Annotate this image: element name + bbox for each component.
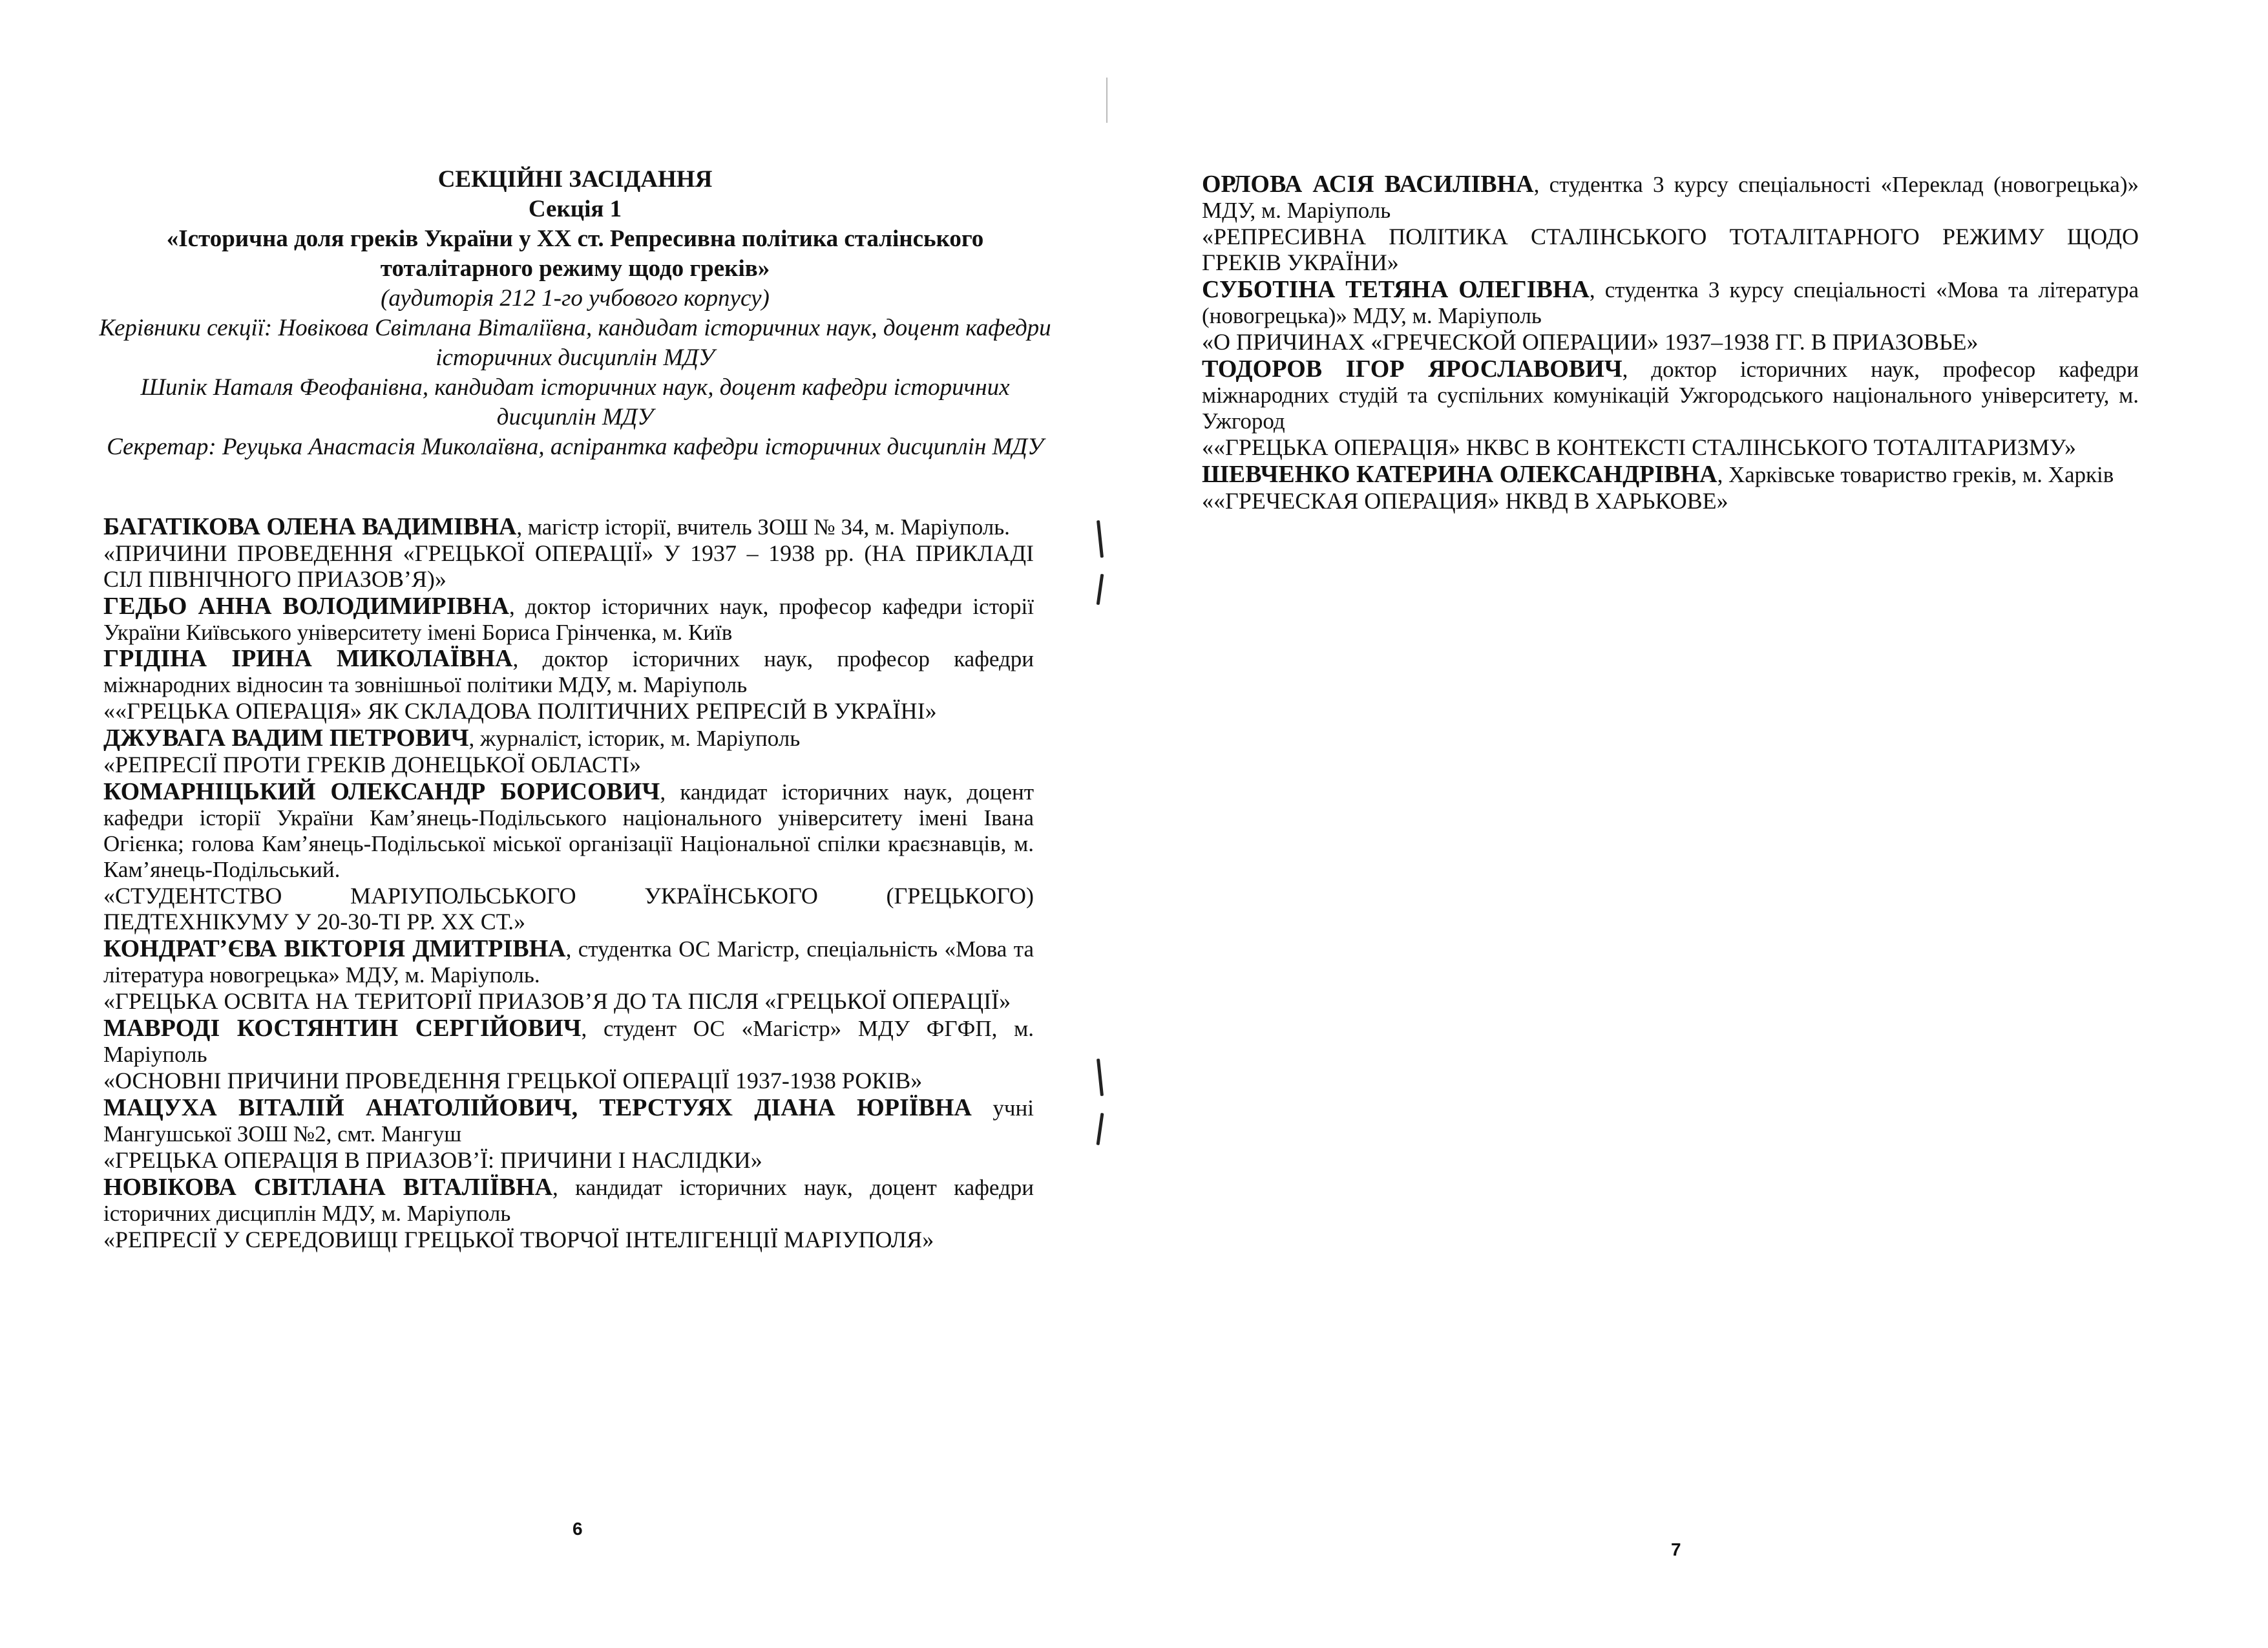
section-number: Секція 1: [528, 196, 622, 222]
speaker-info: , доктор історичних наук, професор кафедри історії України Київського університету імені Бориса Грінченка, м. Київ: [103, 594, 1034, 645]
speaker-entry: [103, 593, 1034, 646]
talk-title: «О ПРИЧИНАХ «ГРЕЧЕСКОЙ ОПЕРАЦИИ» 1937–1938 ГГ. В ПРИАЗОВЬЕ»: [1202, 329, 1979, 355]
talk-title: ««ГРЕЧЕСКАЯ ОПЕРАЦИЯ» НКВД В ХАРЬКОВЕ»: [1202, 488, 1728, 514]
binding-fold-line: [1106, 78, 1108, 123]
speaker-entry: [103, 936, 1034, 1014]
speaker-entry: [103, 779, 1034, 935]
speaker-name: ГЕДЬО АННА ВОЛОДИМИРІВНА: [103, 593, 509, 620]
binding-mark: [1097, 1059, 1104, 1096]
speaker-entry: [103, 725, 1034, 777]
speaker-info: , журналіст, історик, м. Маріуполь: [468, 726, 801, 751]
speaker-entry: [1202, 461, 2139, 514]
binding-mark: [1097, 520, 1104, 558]
section-secretary: Секретар: Реуцька Анастасія Миколаївна, аспірантка кафедри історичних дисциплін МДУ: [107, 434, 1044, 460]
speaker-name: КОНДРАТ’ЄВА ВІКТОРІЯ ДМИТРІВНА: [103, 935, 566, 962]
talk-title: «ГРЕЦЬКА ОСВІТА НА ТЕРИТОРІЇ ПРИАЗОВ’Я ДО ТА ПІСЛЯ «ГРЕЦЬКОЇ ОПЕРАЦІЇ»: [103, 988, 1011, 1014]
speaker-entry: [103, 646, 1034, 724]
speaker-name: ТОДОРОВ ІГОР ЯРОСЛАВОВИЧ: [1202, 355, 1622, 383]
speaker-info: , кандидат історичних наук, доцент кафедри історії України Кам’янець-Подільського національного університету імені Івана Огієнка; голова Кам’янець-Подільської міської організації Національної спілки краєзнавців, м. Кам’янець-Подільський.: [103, 779, 1034, 882]
speaker-info: , студент ОС «Магістр» МДУ ФГФП, м. Маріуполь: [103, 1016, 1034, 1067]
section-leaders-2: Шипік Наталя Феофанівна, кандидат історичних наук, доцент кафедри історичних дисциплін МДУ: [140, 374, 1010, 430]
talk-title: «РЕПРЕСИВНА ПОЛІТИКА СТАЛІНСЬКОГО ТОТАЛІТАРНОГО РЕЖИМУ ЩОДО ГРЕКІВ УКРАЇНИ»: [1202, 224, 2139, 275]
speaker-name: ОРЛОВА АСІЯ ВАСИЛІВНА: [1202, 171, 1534, 198]
speaker-name: МАВРОДІ КОСТЯНТИН СЕРГІЙОВИЧ: [103, 1015, 582, 1042]
speaker-name: ШЕВЧЕНКО КАТЕРИНА ОЛЕКСАНДРІВНА: [1202, 461, 1717, 488]
section-room: (аудиторія 212 1-го учбового корпусу): [381, 285, 770, 312]
talk-title: «РЕПРЕСІЇ У СЕРЕДОВИЩІ ГРЕЦЬКОЇ ТВОРЧОЇ ІНТЕЛІГЕНЦІЇ МАРІУПОЛЯ»: [103, 1227, 934, 1252]
talk-title: ««ГРЕЦЬКА ОПЕРАЦІЯ» НКВС В КОНТЕКСТІ СТАЛІНСЬКОГО ТОТАЛІТАРИЗМУ»: [1202, 434, 2077, 460]
section-topic: «Історична доля греків України у ХХ ст. Репресивна політика сталінського тоталітарного режиму щодо греків»: [166, 226, 984, 282]
speaker-name: ГРІДІНА ІРИНА МИКОЛАЇВНА: [103, 645, 513, 672]
speaker-entry: [103, 514, 1034, 592]
speaker-entry: [1202, 356, 2139, 460]
talk-title: «ПРИЧИНИ ПРОВЕДЕННЯ «ГРЕЦЬКОЇ ОПЕРАЦІЇ» У 1937 – 1938 рр. (НА ПРИКЛАДІ СІЛ ПІВНІЧНОГО ПРИАЗОВ’Я)»: [103, 540, 1034, 592]
talk-title: «РЕПРЕСІЇ ПРОТИ ГРЕКІВ ДОНЕЦЬКОЇ ОБЛАСТІ»: [103, 752, 641, 777]
speaker-entry: [103, 1015, 1034, 1093]
speaker-entry: [1202, 277, 2139, 355]
binding-mark: [1097, 574, 1104, 605]
speaker-entry: [103, 1174, 1034, 1252]
talk-title: ««ГРЕЦЬКА ОПЕРАЦІЯ» ЯК СКЛАДОВА ПОЛІТИЧНИХ РЕПРЕСІЙ В УКРАЇНІ»: [103, 698, 937, 724]
page-number: 6: [572, 1519, 583, 1539]
section-leaders-1: Керівники секції: Новікова Світлана Віталіївна, кандидат історичних наук, доцент кафедри історичних дисциплін МДУ: [99, 315, 1051, 371]
speaker-name: БАГАТІКОВА ОЛЕНА ВАДИМІВНА: [103, 513, 517, 540]
binding-mark: [1097, 1113, 1104, 1145]
section-header: [97, 165, 1053, 462]
speaker-name: КОМАРНІЦЬКИЙ ОЛЕКСАНДР БОРИСОВИЧ: [103, 778, 660, 805]
talk-title: «ОСНОВНІ ПРИЧИНИ ПРОВЕДЕННЯ ГРЕЦЬКОЇ ОПЕРАЦІЇ 1937-1938 РОКІВ»: [103, 1068, 923, 1093]
speaker-info: учні Мангушської ЗОШ №2, смт. Мангуш: [103, 1095, 1034, 1146]
speaker-info: , студентка 3 курсу спеціальності «Переклад (новогрецька)» МДУ, м. Маріуполь: [1202, 172, 2139, 223]
speaker-name: ДЖУВАГА ВАДИМ ПЕТРОВИЧ: [103, 724, 469, 752]
speaker-info: , Харківське товариство греків, м. Харків: [1717, 462, 2114, 487]
speaker-entry: [1202, 171, 2139, 275]
speaker-info: , кандидат історичних наук, доцент кафедри історичних дисциплін МДУ, м. Маріуполь: [103, 1175, 1034, 1226]
speaker-name: СУБОТІНА ТЕТЯНА ОЛЕГІВНА: [1202, 276, 1590, 303]
page-number: 7: [1671, 1539, 1681, 1559]
speaker-info: , доктор історичних наук, професор кафедри міжнародних відносин та зовнішньої політики МДУ, м. Маріуполь: [103, 646, 1034, 697]
speaker-list: [1202, 171, 2139, 515]
speaker-info: , студентка 3 курсу спеціальності «Мова та література (новогрецька)» МДУ, м. Маріуполь: [1202, 277, 2139, 328]
speaker-entry: [103, 1095, 1034, 1173]
speaker-list: [103, 514, 1034, 1254]
speaker-info: , студентка ОС Магістр, спеціальність «Мова та література новогрецька» МДУ, м. Маріуполь.: [103, 936, 1034, 988]
right-page: [1134, 0, 2268, 1648]
speaker-name: НОВІКОВА СВІТЛАНА ВІТАЛІЇВНА: [103, 1174, 553, 1201]
talk-title: «СТУДЕНТСТВО МАРІУПОЛЬСЬКОГО УКРАЇНСЬКОГО (ГРЕЦЬКОГО) ПЕДТЕХНІКУМУ У 20-30-ТІ РР. ХХ СТ.»: [103, 883, 1034, 935]
speaker-info: , магістр історії, вчитель ЗОШ № 34, м. Маріуполь.: [516, 514, 1010, 540]
speaker-name: МАЦУХА ВІТАЛІЙ АНАТОЛІЙОВИЧ, ТЕРСТУЯХ ДІАНА ЮРІЇВНА: [103, 1094, 972, 1121]
talk-title: «ГРЕЦЬКА ОПЕРАЦІЯ В ПРИАЗОВ’Ї: ПРИЧИНИ І НАСЛІДКИ»: [103, 1147, 762, 1173]
page-title: СЕКЦІЙНІ ЗАСІДАННЯ: [437, 166, 713, 193]
speaker-info: , доктор історичних наук, професор кафедри міжнародних студій та суспільних комунікацій Ужгородського національного університету, м. Ужгород: [1202, 357, 2139, 434]
